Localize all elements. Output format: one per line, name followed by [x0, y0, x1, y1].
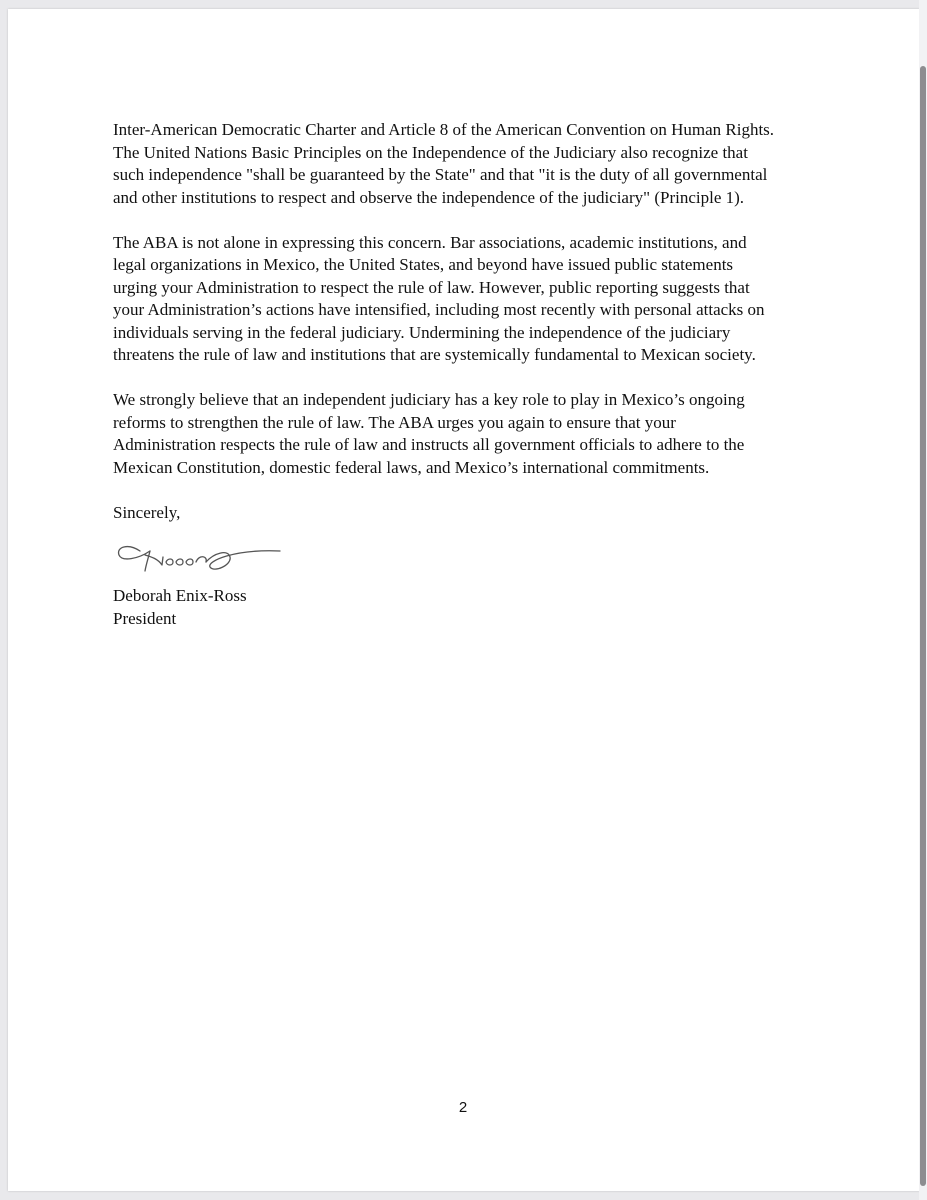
text-line: The ABA is not alone in expressing this concern. Bar associations, academic institutions, and — [113, 232, 747, 252]
document-page — [8, 9, 920, 1191]
text-line: legal organizations in Mexico, the United States, and beyond have issued public statements — [113, 255, 734, 274]
signer-name: Deborah Enix-Ross — [113, 586, 247, 605]
paragraph-concern — [113, 232, 823, 367]
text-line: individuals serving in the federal judiciary. Undermining the independence of the judiciary — [113, 322, 731, 342]
text-line: such independence "shall be guaranteed by the State" and that "it is the duty of all governmental — [113, 165, 768, 184]
text-line: Administration respects the rule of law and instructs all government officials to adhere to the — [113, 435, 745, 454]
text-line: reforms to strengthen the rule of law. The ABA urges you again to ensure that your — [113, 412, 676, 432]
text-line: threatens the rule of law and institutions that are systemically fundamental to Mexican society. — [113, 345, 756, 364]
paragraph-charter — [113, 119, 823, 209]
text-line: and other institutions to respect and observe the independence of the judiciary" (Principle 1). — [113, 187, 745, 207]
text-line: The United Nations Basic Principles on the Independence of the Judiciary also recognize that — [113, 142, 748, 162]
signature-icon — [110, 529, 285, 579]
signer-block — [113, 585, 247, 630]
text-line: Mexican Constitution, domestic federal laws, and Mexico’s international commitments. — [113, 457, 710, 477]
text-line: We strongly believe that an independent judiciary has a key role to play in Mexico’s ongoing — [113, 390, 745, 409]
paragraph-belief — [113, 389, 823, 479]
letter-body — [113, 119, 823, 524]
closing-salutation: Sincerely, — [113, 502, 181, 522]
page-number: 2 — [458, 1099, 468, 1116]
text-line: Inter-American Democratic Charter and Article 8 of the American Convention on Human Rights. — [113, 120, 775, 139]
text-line: your Administration’s actions have intensified, including most recently with personal attacks on — [113, 300, 765, 319]
text-line: urging your Administration to respect the rule of law. However, public reporting suggests that — [113, 277, 750, 297]
vertical-scrollbar[interactable] — [919, 0, 927, 1200]
signer-title: President — [113, 608, 177, 628]
scrollbar-thumb[interactable] — [920, 66, 926, 1186]
